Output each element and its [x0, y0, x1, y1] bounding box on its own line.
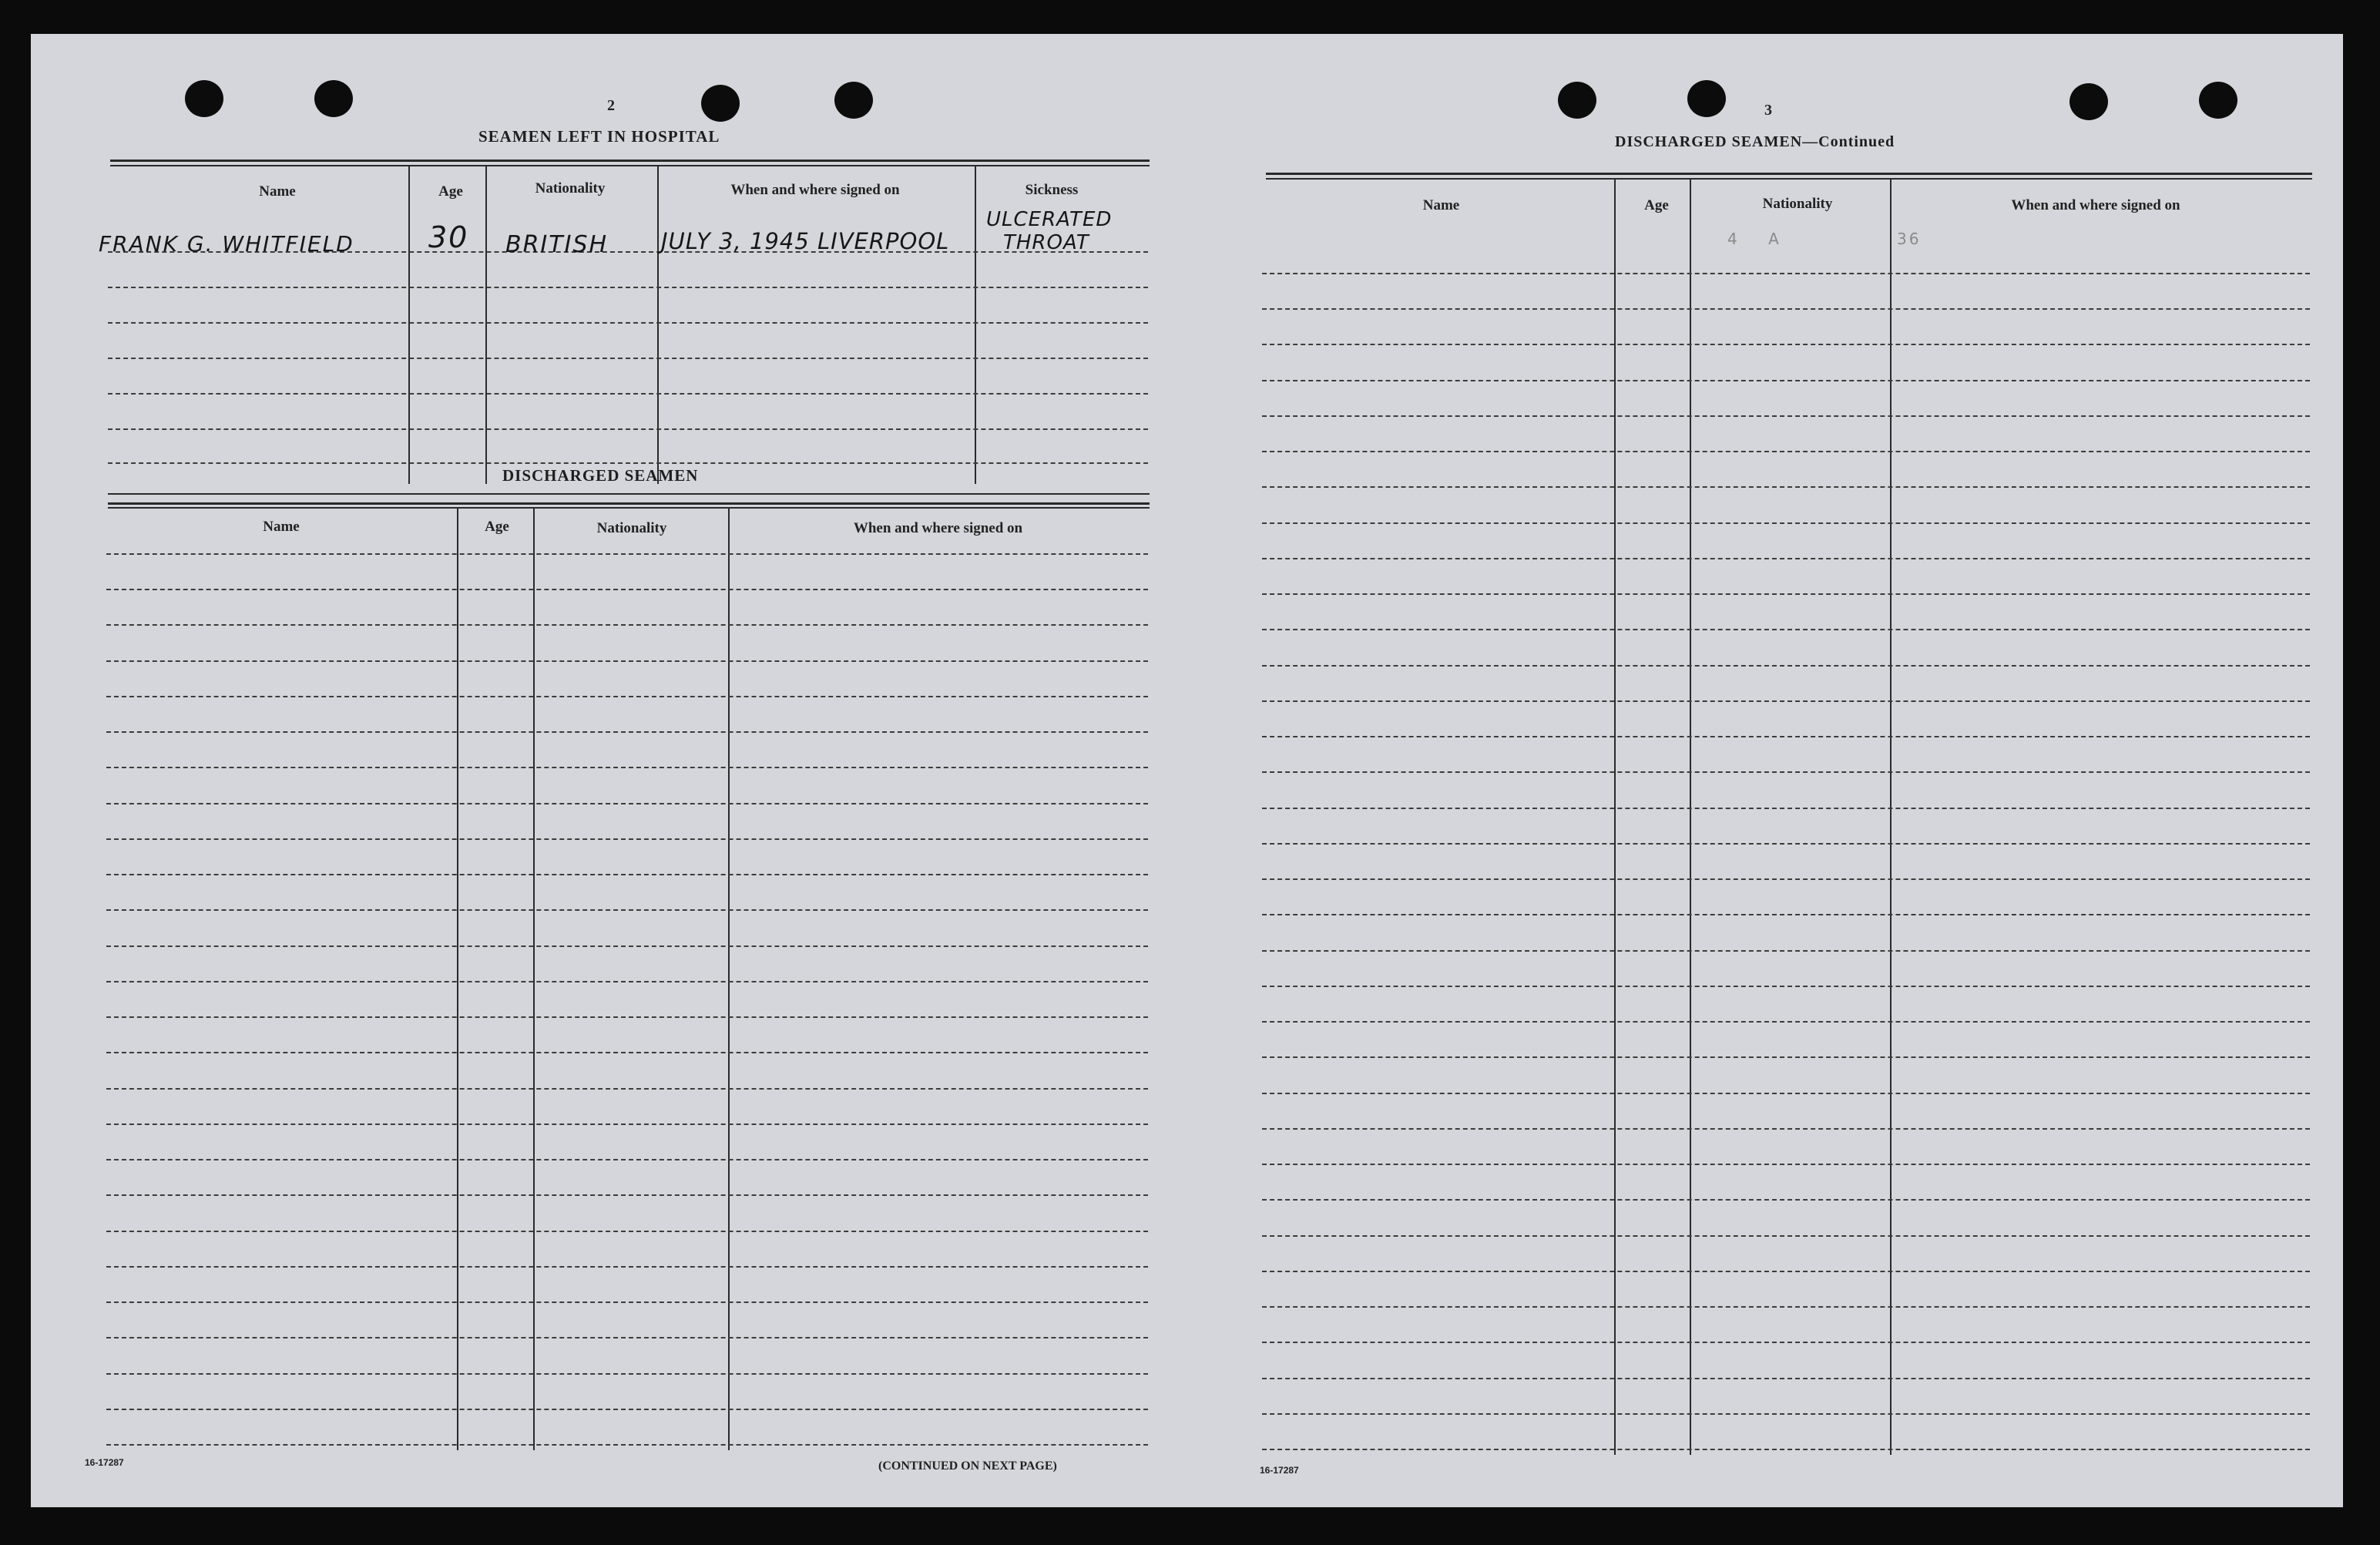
- right-col-divider: [1614, 180, 1616, 1455]
- hospital-row-line: [108, 462, 1148, 464]
- row-line: [1262, 1199, 2310, 1201]
- hospital-col-name: Name: [259, 183, 296, 200]
- row-line: [106, 838, 1148, 840]
- discharged-col-divider: [533, 509, 535, 1450]
- right-col-age: Age: [1644, 197, 1669, 213]
- row-line: [1262, 986, 2310, 987]
- row-line: [106, 1159, 1148, 1160]
- row-line: [106, 1337, 1148, 1338]
- right-col-divider: [1690, 180, 1691, 1455]
- discharged-section-title: DISCHARGED SEAMEN: [502, 466, 699, 485]
- left-form-number: 16-17287: [85, 1457, 124, 1468]
- row-line: [1262, 593, 2310, 595]
- row-line: [106, 660, 1148, 662]
- row-line: [1262, 415, 2310, 417]
- continued-note: (CONTINUED ON NEXT PAGE): [878, 1459, 1057, 1473]
- right-table-top-rule-2: [1266, 178, 2312, 180]
- discharged-col-divider: [457, 509, 458, 1450]
- punch-hole: [314, 80, 353, 117]
- hospital-entry-sickness-line2: THROAT: [1003, 231, 1089, 254]
- row-line: [1262, 843, 2310, 845]
- row-line: [1262, 665, 2310, 667]
- hospital-row-line: [108, 393, 1148, 395]
- row-line: [1262, 1128, 2310, 1130]
- right-page-number: 3: [1764, 102, 1772, 119]
- row-line: [106, 1266, 1148, 1268]
- hospital-col-divider: [408, 166, 410, 484]
- punch-hole: [834, 82, 873, 119]
- row-line: [106, 624, 1148, 626]
- row-line: [106, 553, 1148, 555]
- right-col-signed-on: When and where signed on: [2011, 197, 2180, 213]
- discharged-col-nationality: Nationality: [596, 520, 667, 536]
- row-line: [1262, 950, 2310, 952]
- row-line: [106, 1088, 1148, 1090]
- row-line: [1262, 380, 2310, 381]
- hospital-section-title: SEAMEN LEFT IN HOSPITAL: [478, 127, 720, 146]
- hospital-entry-signed-on: JULY 3, 1945 LIVERPOOL: [661, 228, 950, 254]
- row-line: [106, 589, 1148, 590]
- row-line: [1262, 1093, 2310, 1094]
- row-line: [106, 909, 1148, 911]
- hospital-col-divider: [975, 166, 976, 484]
- punch-hole: [185, 80, 223, 117]
- row-line: [1262, 1413, 2310, 1415]
- row-line: [1262, 808, 2310, 809]
- row-line: [1262, 344, 2310, 345]
- right-section-title: DISCHARGED SEAMEN—Continued: [1615, 133, 1895, 150]
- hospital-entry-nationality: BRITISH: [505, 231, 609, 258]
- hospital-table-top-rule-2: [110, 165, 1150, 166]
- discharged-table-top-rule-2: [108, 507, 1150, 509]
- right-col-divider: [1890, 180, 1892, 1455]
- row-line: [1262, 1056, 2310, 1058]
- hospital-row-line: [108, 287, 1148, 288]
- row-line: [1262, 1021, 2310, 1023]
- row-line: [106, 1123, 1148, 1125]
- row-line: [106, 731, 1148, 733]
- row-line: [1262, 1235, 2310, 1237]
- discharged-col-divider: [728, 509, 730, 1450]
- row-line: [106, 1231, 1148, 1232]
- row-line: [1262, 878, 2310, 880]
- row-line: [1262, 914, 2310, 915]
- discharged-col-name: Name: [263, 519, 300, 535]
- row-line: [106, 1373, 1148, 1375]
- hospital-row-line: [108, 358, 1148, 359]
- document-sheet: [31, 34, 2343, 1507]
- row-line: [1262, 736, 2310, 737]
- faint-mark-signed-on: 36: [1897, 230, 1922, 248]
- row-line: [1262, 558, 2310, 559]
- right-table-top-rule: [1266, 173, 2312, 175]
- row-line: [1262, 308, 2310, 310]
- row-line: [1262, 522, 2310, 524]
- row-line: [1262, 1164, 2310, 1165]
- row-line: [106, 945, 1148, 947]
- hospital-entry-name: FRANK G. WHITFIELD: [99, 231, 354, 257]
- hospital-table-top-rule: [110, 160, 1150, 162]
- hospital-col-divider: [485, 166, 487, 484]
- faint-mark-nationality: 4 A: [1727, 230, 1781, 248]
- hospital-row-line: [108, 428, 1148, 430]
- left-page-number: 2: [607, 97, 615, 114]
- discharged-col-signed-on: When and where signed on: [853, 520, 1023, 536]
- row-line: [106, 874, 1148, 875]
- row-line: [106, 1016, 1148, 1018]
- hospital-row-line: [108, 322, 1148, 324]
- row-line: [106, 1409, 1148, 1410]
- row-line: [106, 1194, 1148, 1196]
- discharged-section-top-rule: [108, 493, 1150, 495]
- punch-hole: [1687, 80, 1726, 117]
- right-form-number: 16-17287: [1260, 1465, 1299, 1476]
- hospital-col-age: Age: [438, 183, 463, 200]
- row-line: [1262, 629, 2310, 630]
- right-col-name: Name: [1422, 197, 1460, 213]
- hospital-col-divider: [657, 166, 659, 484]
- row-line: [1262, 451, 2310, 452]
- hospital-entry-age: 30: [428, 220, 469, 254]
- row-line: [106, 1444, 1148, 1446]
- hospital-col-signed-on: When and where signed on: [730, 182, 900, 198]
- row-line: [106, 981, 1148, 982]
- row-line: [1262, 273, 2310, 274]
- punch-hole: [1558, 82, 1596, 119]
- row-line: [1262, 1271, 2310, 1272]
- discharged-table-top-rule: [108, 502, 1150, 505]
- hospital-col-sickness: Sickness: [1025, 182, 1079, 198]
- row-line: [106, 1301, 1148, 1303]
- right-col-nationality: Nationality: [1762, 196, 1833, 212]
- row-line: [1262, 486, 2310, 488]
- row-line: [1262, 700, 2310, 702]
- punch-hole: [2069, 83, 2108, 120]
- discharged-col-age: Age: [485, 519, 509, 535]
- row-line: [1262, 771, 2310, 773]
- row-line: [106, 696, 1148, 697]
- hospital-col-nationality: Nationality: [535, 180, 606, 196]
- row-line: [1262, 1342, 2310, 1343]
- row-line: [1262, 1378, 2310, 1379]
- row-line: [1262, 1306, 2310, 1308]
- hospital-entry-sickness-line1: ULCERATED: [986, 208, 1113, 231]
- punch-hole: [2199, 82, 2237, 119]
- row-line: [106, 1052, 1148, 1053]
- row-line: [1262, 1449, 2310, 1450]
- row-line: [106, 803, 1148, 804]
- punch-hole: [701, 85, 740, 122]
- row-line: [106, 767, 1148, 768]
